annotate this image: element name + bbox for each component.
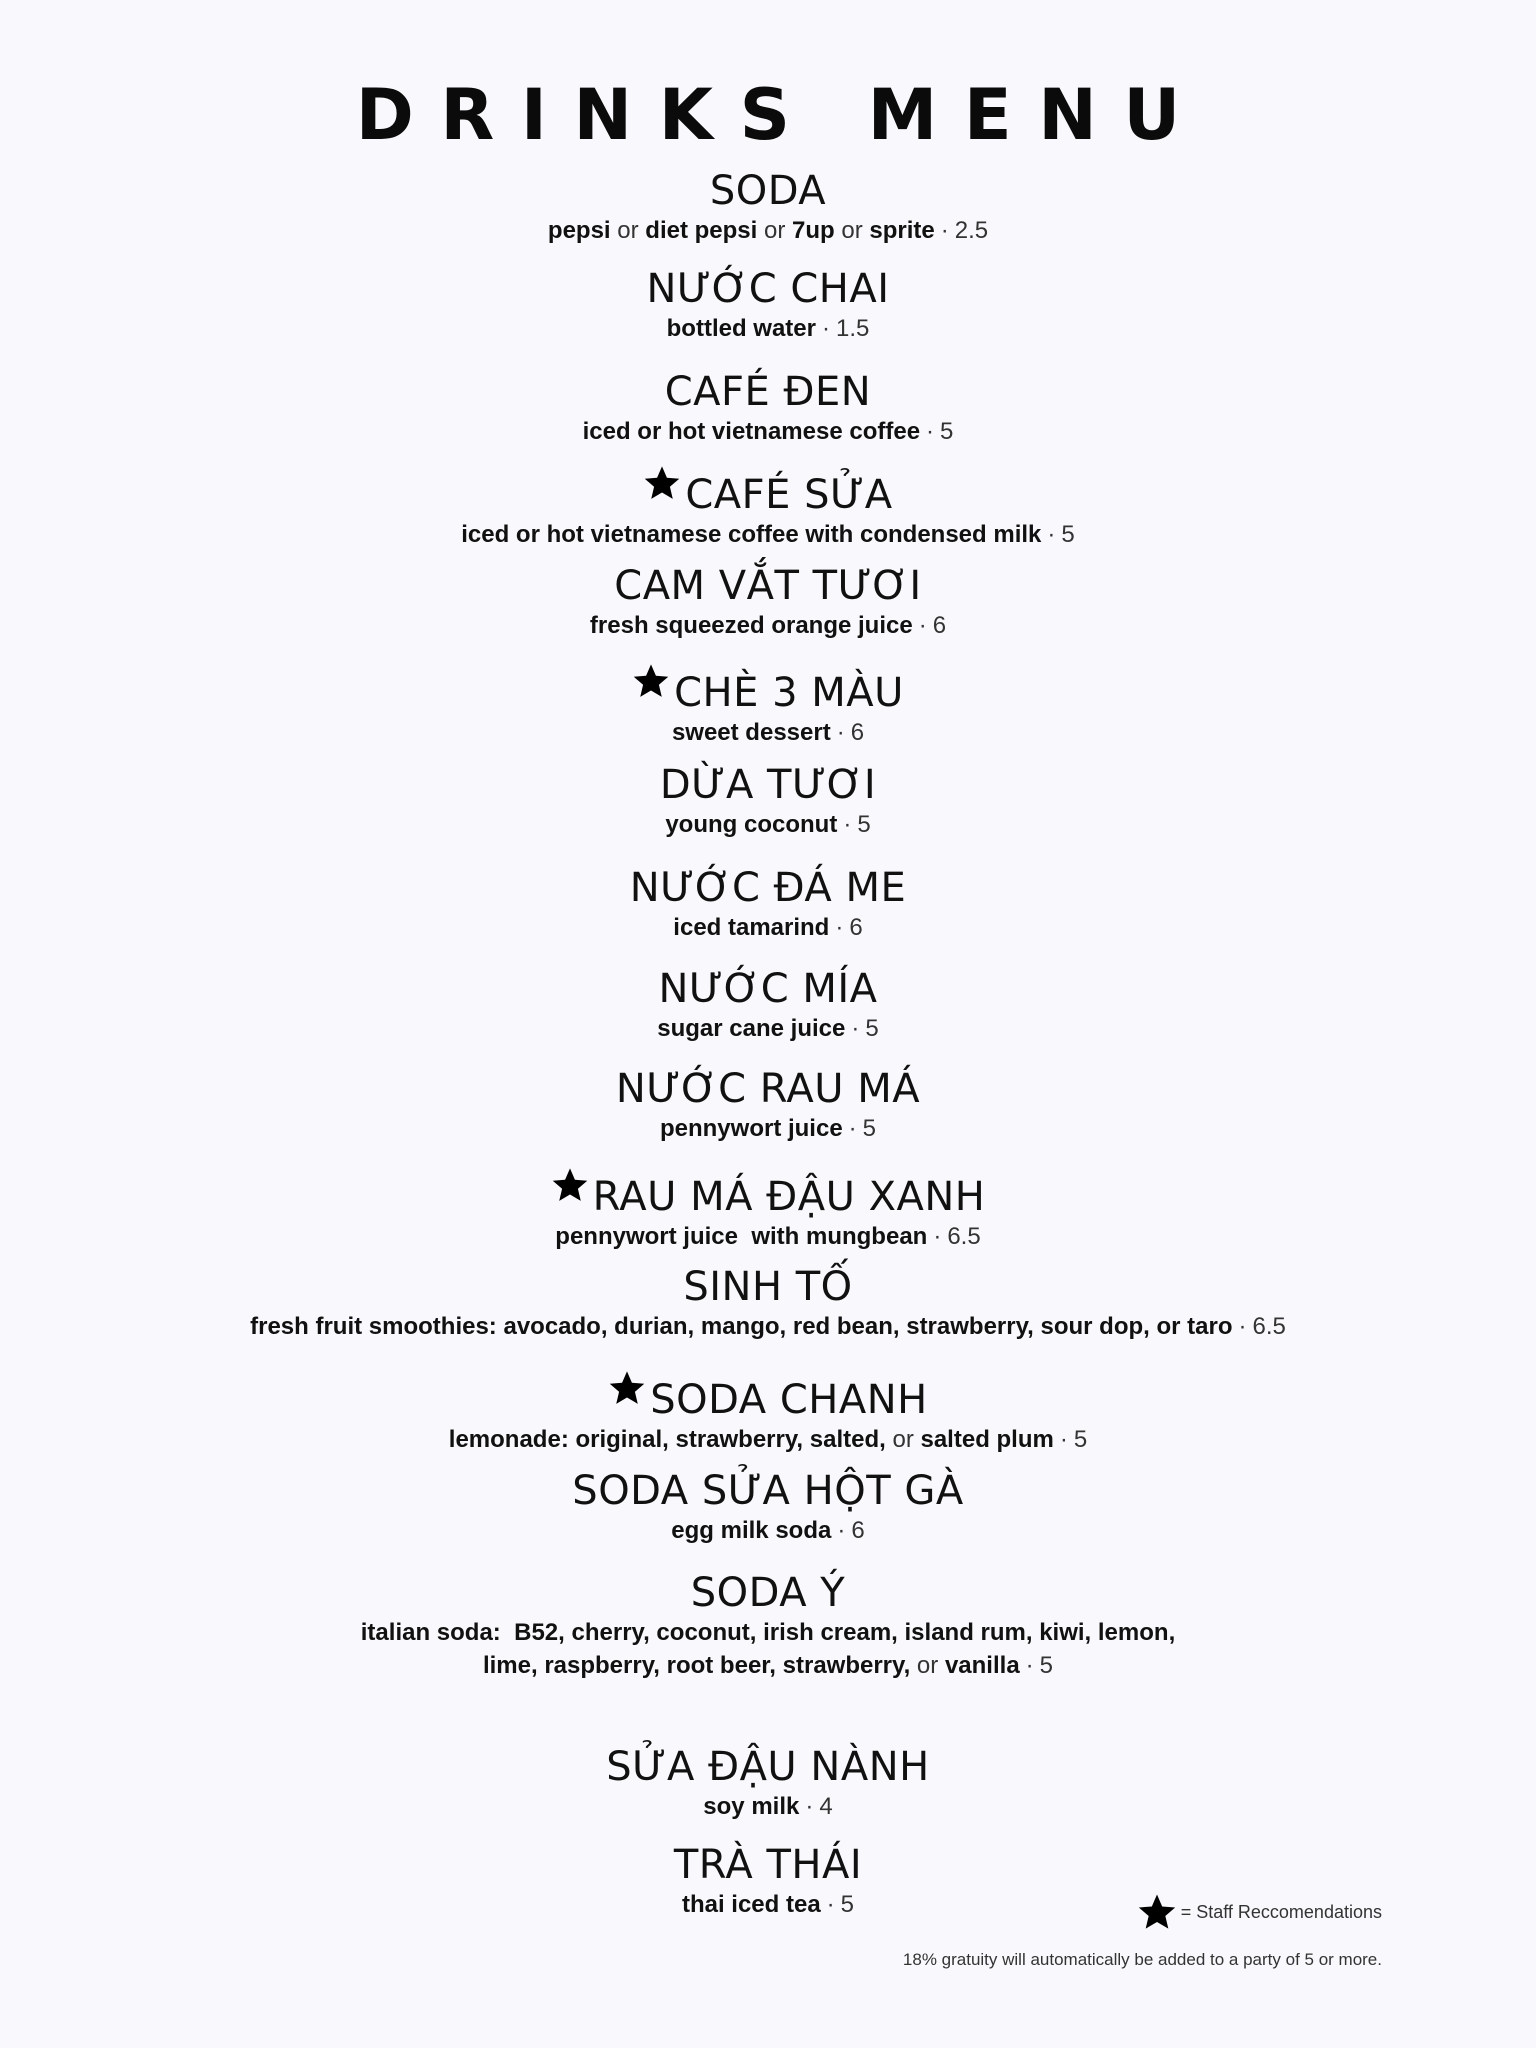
star-icon xyxy=(551,1166,589,1204)
menu-item xyxy=(0,662,1536,749)
item-price: 6 xyxy=(932,612,947,639)
item-price: 6 xyxy=(849,914,863,941)
price-separator: · xyxy=(926,418,935,445)
price-separator: · xyxy=(918,612,927,639)
desc-text: sweet dessert xyxy=(671,719,831,746)
desc-text: sugar cane juice xyxy=(657,1015,846,1042)
price-separator: · xyxy=(843,811,852,838)
desc-text: iced or hot vietnamese coffee with condensed milk xyxy=(461,521,1042,548)
menu-item xyxy=(0,464,1536,551)
menu-item xyxy=(0,168,1536,247)
item-name xyxy=(0,1468,1536,1514)
item-name-text: NƯỚC ĐÁ ME xyxy=(629,865,907,911)
item-price: 6 xyxy=(850,719,865,746)
item-name xyxy=(0,266,1536,312)
desc-text: iced or hot vietnamese coffee xyxy=(582,418,921,445)
desc-connector: or xyxy=(910,1652,945,1679)
item-name-text: SODA CHANH xyxy=(650,1377,928,1423)
item-name xyxy=(0,1842,1536,1888)
desc-text: pennywort juice xyxy=(659,1115,843,1142)
desc-text: fresh fruit smoothies: avocado, durian, mango, red bean, strawberry, sour dop, or taro xyxy=(250,1313,1233,1340)
item-description xyxy=(0,312,1536,345)
menu-item xyxy=(0,266,1536,345)
item-name xyxy=(0,369,1536,415)
item-name-text: NƯỚC MÍA xyxy=(658,966,878,1012)
item-description xyxy=(0,1310,1536,1343)
item-name xyxy=(0,563,1536,609)
item-name xyxy=(0,1066,1536,1112)
menu-item xyxy=(0,865,1536,944)
menu-item xyxy=(0,369,1536,448)
item-price: 5 xyxy=(1073,1426,1088,1453)
star-icon xyxy=(1137,1892,1177,1932)
item-name xyxy=(0,1570,1536,1616)
item-name xyxy=(0,1744,1536,1790)
item-name-text: TRÀ THÁI xyxy=(673,1842,863,1888)
star-icon xyxy=(632,662,670,700)
item-name xyxy=(0,1166,1536,1220)
star-icon xyxy=(608,1369,646,1407)
star-icon xyxy=(643,464,681,502)
item-name-text: SODA xyxy=(709,168,827,214)
item-description xyxy=(0,1616,1536,1649)
price-separator: · xyxy=(848,1115,857,1142)
desc-text: thai iced tea xyxy=(681,1891,821,1918)
price-separator: · xyxy=(1047,521,1056,548)
desc-text: pennywort juice with mungbean xyxy=(555,1223,928,1250)
price-separator: · xyxy=(851,1015,860,1042)
desc-text: diet pepsi xyxy=(645,217,758,244)
price-separator: · xyxy=(836,719,845,746)
desc-text: pepsi xyxy=(547,217,611,244)
item-price: 4 xyxy=(819,1793,833,1820)
item-name-text: NƯỚC RAU MÁ xyxy=(615,1066,921,1112)
menu-item xyxy=(0,563,1536,642)
item-price: 5 xyxy=(840,1891,855,1918)
item-price: 2.5 xyxy=(954,217,989,244)
item-price: 5 xyxy=(862,1115,877,1142)
price-separator: · xyxy=(1059,1426,1068,1453)
desc-connector: or xyxy=(834,217,870,244)
item-name-text: SODA Ý xyxy=(690,1570,846,1616)
menu-item xyxy=(0,1066,1536,1145)
desc-text: sprite xyxy=(869,217,935,244)
price-separator: · xyxy=(933,1223,942,1250)
item-description xyxy=(0,1112,1536,1145)
desc-text: fresh squeezed orange juice xyxy=(589,612,913,639)
item-name-text: DỪA TƯƠI xyxy=(659,762,877,808)
item-price: 6.5 xyxy=(1252,1313,1286,1340)
item-description xyxy=(0,518,1536,551)
item-name-text: SODA SỬA HỘT GÀ xyxy=(572,1468,964,1514)
menu-item xyxy=(0,1369,1536,1456)
item-description xyxy=(0,1012,1536,1045)
legend-text: = Staff Reccomendations xyxy=(1180,1901,1382,1922)
desc-text: vanilla xyxy=(944,1652,1020,1679)
menu-item xyxy=(0,966,1536,1045)
item-price: 5 xyxy=(1061,521,1075,548)
price-separator: · xyxy=(805,1793,814,1820)
desc-text: 7up xyxy=(792,217,835,244)
legend xyxy=(1137,1892,1382,1932)
price-separator: · xyxy=(1238,1313,1247,1340)
item-name-text: CHÈ 3 MÀU xyxy=(674,670,904,716)
item-price: 6.5 xyxy=(947,1223,981,1250)
item-description xyxy=(0,1220,1536,1253)
menu-title: DRINKS MENU xyxy=(355,74,1207,156)
price-separator: · xyxy=(826,1891,835,1918)
item-name xyxy=(0,762,1536,808)
menu-item xyxy=(0,762,1536,841)
menu-item xyxy=(0,1166,1536,1253)
item-name xyxy=(0,662,1536,716)
item-name-text: SINH TỐ xyxy=(683,1264,853,1310)
item-name xyxy=(0,966,1536,1012)
item-name-text: CAM VẮT TƯƠI xyxy=(614,563,922,609)
item-name-text: CAFÉ SỬA xyxy=(685,472,893,518)
item-name xyxy=(0,1369,1536,1423)
price-separator: · xyxy=(835,914,844,941)
price-separator: · xyxy=(837,1517,846,1544)
item-description xyxy=(0,1423,1536,1456)
desc-text: italian soda: B52, cherry, coconut, irish cream, island rum, kiwi, lemon, xyxy=(360,1619,1176,1646)
desc-text: lemonade: original, strawberry, salted, xyxy=(448,1426,886,1453)
item-price: 5 xyxy=(857,811,871,838)
item-description xyxy=(0,1514,1536,1547)
price-separator: · xyxy=(821,315,830,342)
desc-text: soy milk xyxy=(703,1793,800,1820)
menu-item xyxy=(0,1264,1536,1343)
item-description xyxy=(0,808,1536,841)
item-name-text: SỬA ĐẬU NÀNH xyxy=(606,1744,930,1790)
item-description xyxy=(0,214,1536,247)
item-name xyxy=(0,168,1536,214)
item-name-text: NƯỚC CHAI xyxy=(646,266,890,312)
desc-connector: or xyxy=(885,1426,921,1453)
desc-connector: or xyxy=(610,217,646,244)
desc-text: bottled water xyxy=(666,315,816,342)
desc-text: salted plum xyxy=(920,1426,1054,1453)
price-separator: · xyxy=(1025,1652,1034,1679)
desc-connector: or xyxy=(757,217,792,244)
menu-item xyxy=(0,1744,1536,1823)
price-separator: · xyxy=(940,217,949,244)
item-description xyxy=(0,1649,1536,1682)
desc-text: iced tamarind xyxy=(673,914,830,941)
desc-text: lime, raspberry, root beer, strawberry, xyxy=(482,1652,911,1679)
item-description xyxy=(0,1790,1536,1823)
gratuity-note: 18% gratuity will automatically be added to a party of 5 or more. xyxy=(902,1950,1382,1969)
item-price: 5 xyxy=(940,418,954,445)
item-name-text: CAFÉ ĐEN xyxy=(664,369,872,415)
item-price: 1.5 xyxy=(835,315,870,342)
item-name xyxy=(0,464,1536,518)
item-price: 5 xyxy=(1039,1652,1054,1679)
item-name xyxy=(0,1264,1536,1310)
desc-text: young coconut xyxy=(665,811,838,838)
menu-item xyxy=(0,1570,1536,1682)
item-name xyxy=(0,865,1536,911)
item-description xyxy=(0,415,1536,448)
item-description xyxy=(0,911,1536,944)
item-description xyxy=(0,716,1536,749)
item-price: 5 xyxy=(865,1015,879,1042)
item-description xyxy=(0,609,1536,642)
item-price: 6 xyxy=(851,1517,865,1544)
item-name-text: RAU MÁ ĐẬU XANH xyxy=(592,1174,986,1220)
menu-item xyxy=(0,1468,1536,1547)
desc-text: egg milk soda xyxy=(671,1517,832,1544)
